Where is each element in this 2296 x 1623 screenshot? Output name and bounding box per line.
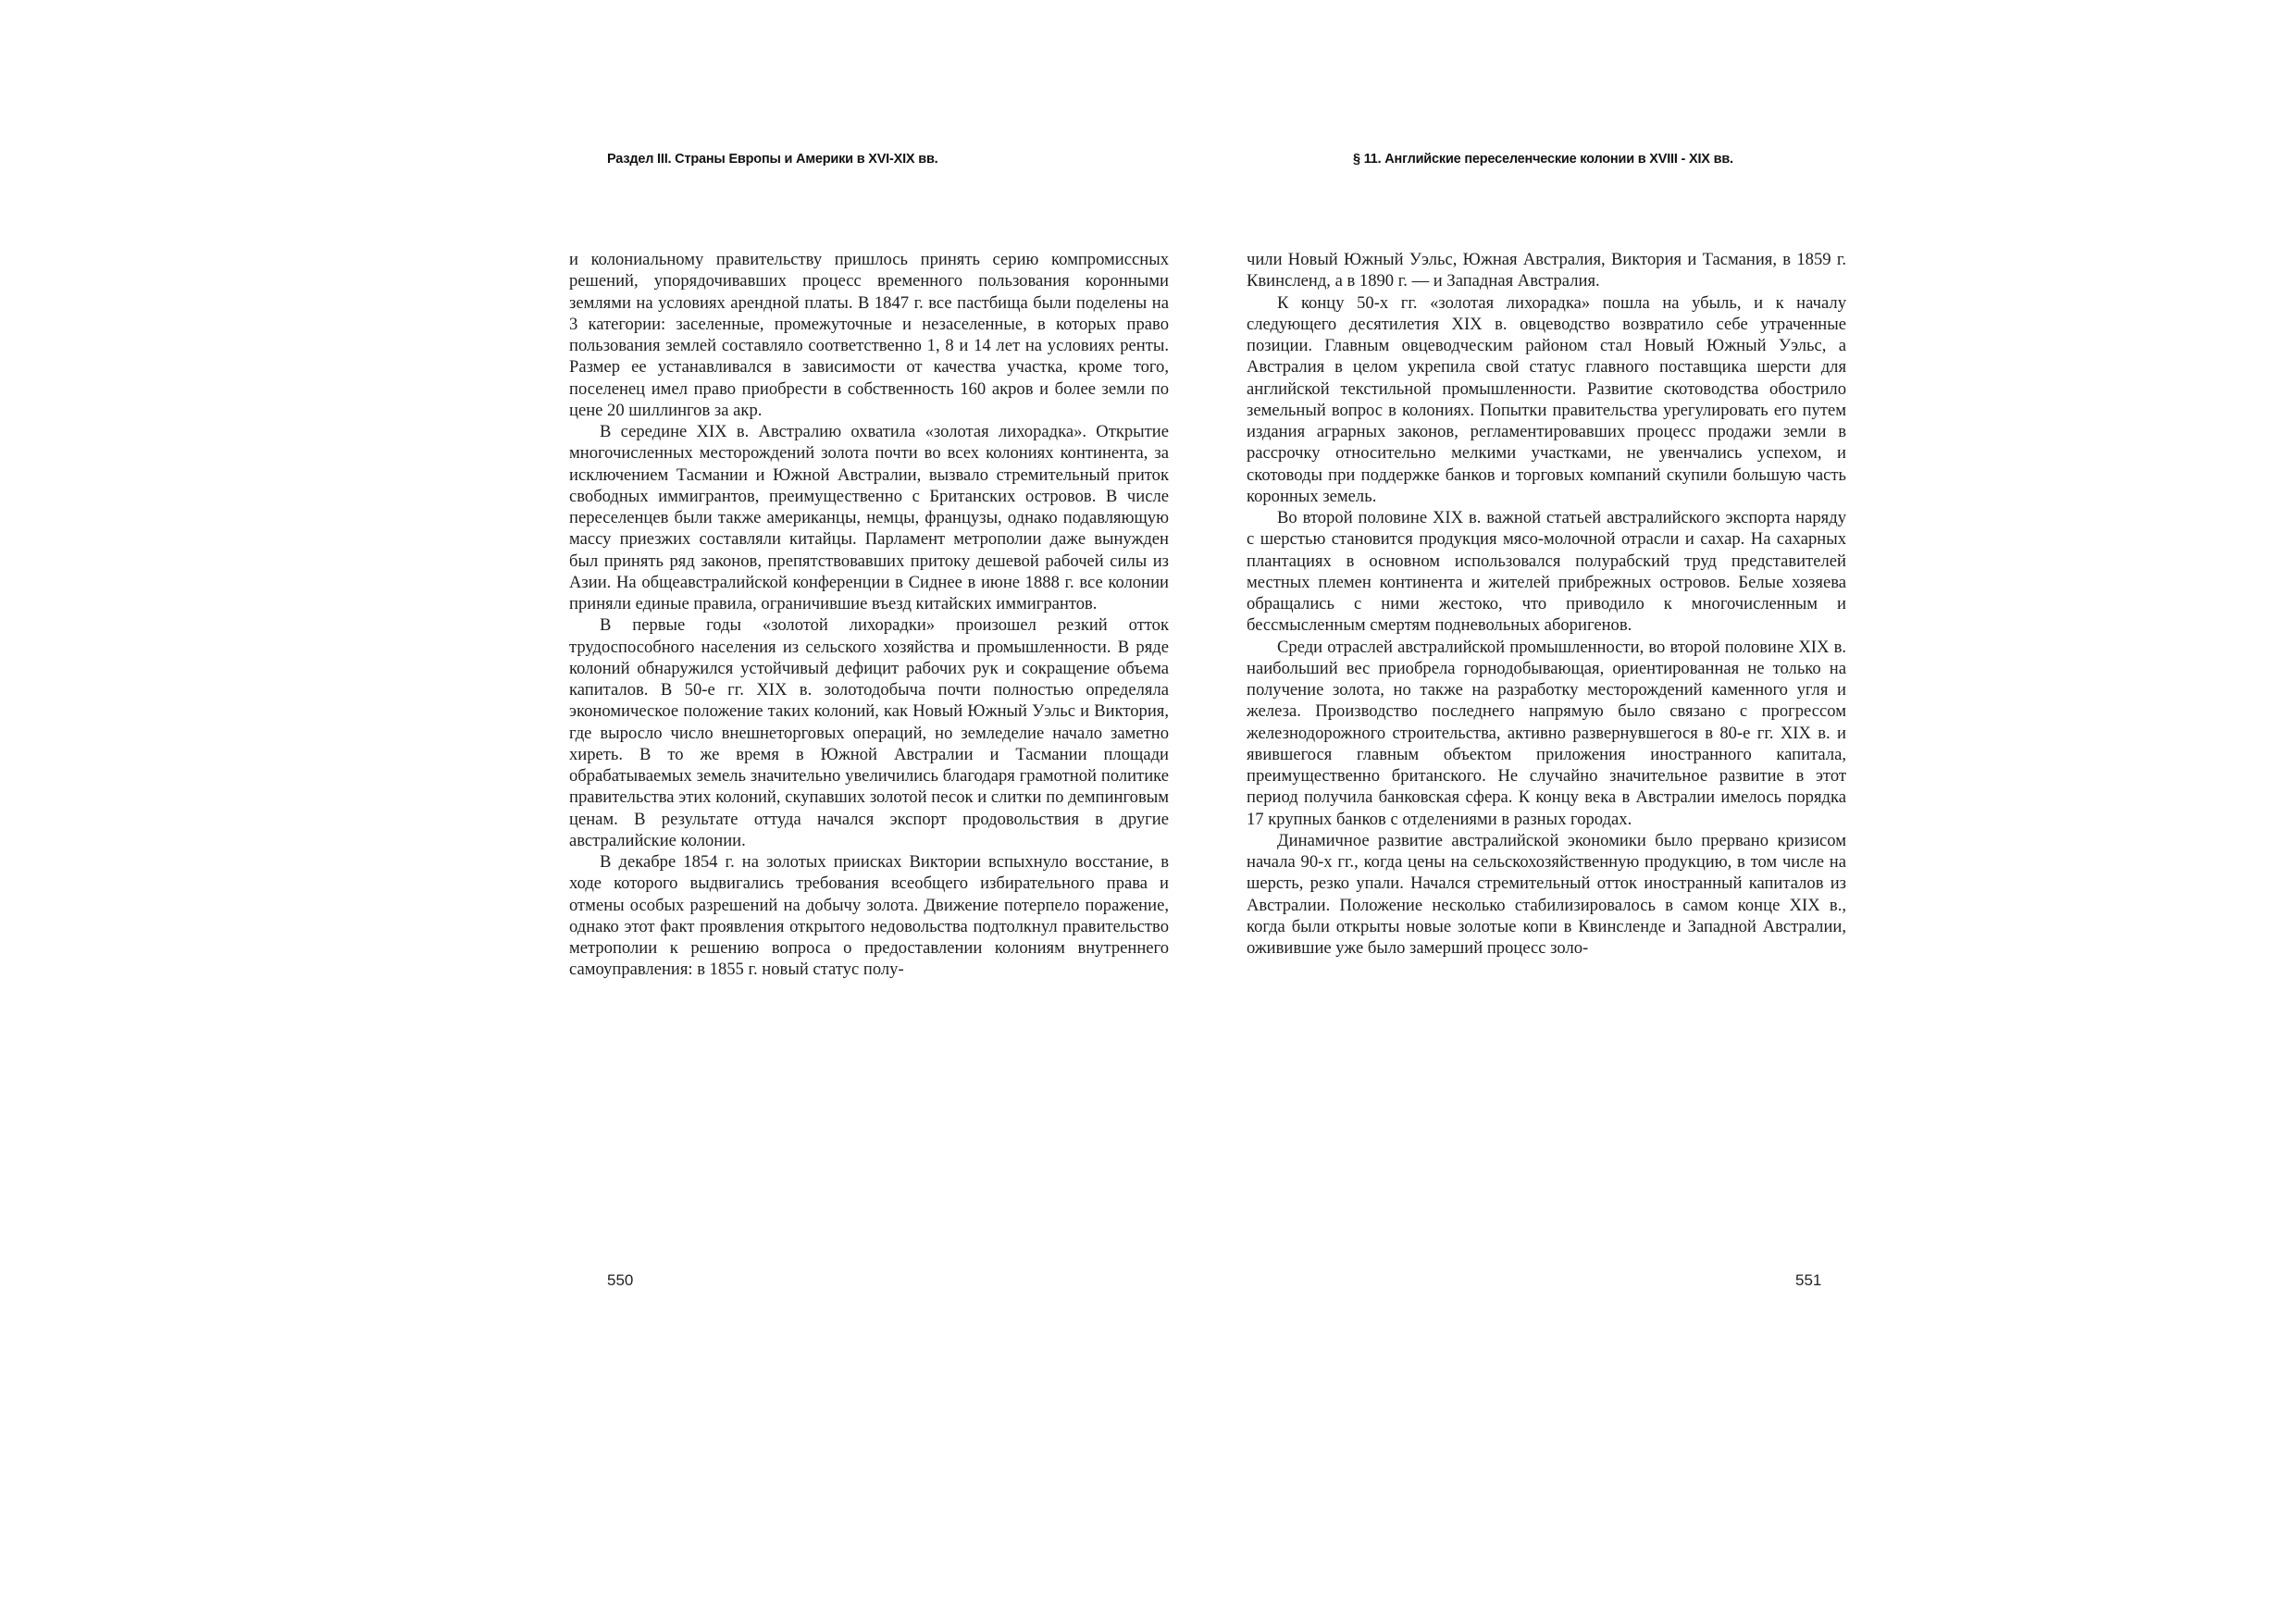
running-head-right: § 11. Английские переселенческие колонии в XVIII - XIX вв.	[1353, 152, 1733, 167]
paragraph: К концу 50-х гг. «золотая лихорадка» пошла на убыль, и к началу следующего десятилетия XIX в. овцеводство возвратило себе утраченные позиции. Главным овцеводческим районом стал Новый Южный Уэльс, а Австралия в целом укрепила свой статус главного поставщика шерсти для английской текстильной промышленности. Развитие скотоводства обострило земельный вопрос в колониях. Попытки правительства урегулировать его путем издания аграрных законов, регламентировавших процесс продажи земли в рассрочку относительно мелкими участками, не увенчались успехом, и скотоводы при поддержке банков и торговых компаний скупили большую часть коронных земель.	[1247, 292, 1846, 506]
paragraph: В декабре 1854 г. на золотых приисках Виктории вспыхнуло восстание, в ходе которого выдвигались требования всеобщего избирательного права и отмены особых разрешений на добычу золота. Движение потерпело поражение, однако этот факт проявления открытого недовольства подтолкнул правительство метрополии к решению вопроса о предоставлении колониям внутреннего самоуправления: в 1855 г. новый статус полу-	[569, 852, 1169, 980]
left-text-column	[569, 249, 1169, 981]
paragraph: Во второй половине XIX в. важной статьей австралийского экспорта наряду с шерстью становится продукция мясо-молочной отрасли и сахар. На сахарных плантациях в основном использовался полурабский труд представителей местных племен континента и жителей прибрежных островов. Белые хозяева обращались с ними жестоко, что приводило к многочисленным и бессмысленным смертям подневольных аборигенов.	[1247, 508, 1846, 636]
right-page	[1148, 0, 2296, 1623]
running-head-left: Раздел III. Страны Европы и Америки в XVI-XIX вв.	[607, 152, 938, 167]
page-number-right: 551	[1795, 1271, 1822, 1289]
paragraph: чили Новый Южный Уэльс, Южная Австралия, Виктория и Тасмания, в 1859 г. Квинсленд, а в 1890 г. — и Западная Австралия.	[1247, 250, 1846, 291]
right-text-column	[1247, 249, 1846, 959]
paragraph: Среди отраслей австралийской промышленности, во второй половине XIX в. наибольший вес приобрела горнодобывающая, ориентированная не только на получение золота, но также на разработку месторождений каменного угля и железа. Производство последнего напрямую было связано с прогрессом железнодорожного строительства, активно развернувшегося в 80-е гг. XIX в. и явившегося главным объектом приложения иностранного капитала, преимущественно британского. Не случайно значительное развитие в этот период получила банковская сфера. К концу века в Австралии имелось порядка 17 крупных банков с отделениями в разных городах.	[1247, 637, 1846, 829]
paragraph: В середине XIX в. Австралию охватила «золотая лихорадка». Открытие многочисленных месторождений золота почти во всех колониях континента, за исключением Тасмании и Южной Австралии, вызвало стремительный приток свободных иммигрантов, преимущественно с Британских островов. В числе переселенцев были также американцы, немцы, французы, однако подавляющую массу приезжих составляли китайцы. Парламент метрополии даже вынужден был принять ряд законов, препятствовавших притоку дешевой рабочей силы из Азии. На общеавстралийской конференции в Сиднее в июне 1888 г. все колонии приняли единые правила, ограничившие въезд китайских иммигрантов.	[569, 422, 1169, 613]
page-number-left: 550	[607, 1271, 634, 1289]
paragraph: Динамичное развитие австралийской экономики было прервано кризисом начала 90-х гг., когда цены на сельскохозяйственную продукцию, в том числе на шерсть, резко упали. Начался стремительный отток иностранный капиталов из Австралии. Положение несколько стабилизировалось в самом конце XIX в., когда были открыты новые золотые копи в Квинсленде и Западной Австралии, оживившие уже было замерший процесс золо-	[1247, 830, 1846, 958]
paragraph: и колониальному правительству пришлось принять серию компромиссных решений, упорядочивавших процесс временного пользования коронными землями на условиях арендной платы. В 1847 г. все пастбища были поделены на 3 категории: заселенные, промежуточные и незаселенные, в которых право пользования землей составляло соответственно 1, 8 и 14 лет на условиях ренты. Размер ее устанавливался в зависимости от качества участка, кроме того, поселенец имел право приобрести в собственность 160 акров и более земли по цене 20 шиллингов за акр.	[569, 250, 1169, 420]
paragraph: В первые годы «золотой лихорадки» произошел резкий отток трудоспособного населения из сельского хозяйства и промышленности. В ряде колоний обнаружился устойчивый дефицит рабочих рук и сокращение объема капиталов. В 50-е гг. XIX в. золотодобыча почти полностью определяла экономическое положение таких колоний, как Новый Южный Уэльс и Виктория, где выросло число внешнеторговых операций, но земледелие начало заметно хиреть. В то же время в Южной Австралии и Тасмании площади обрабатываемых земель значительно увеличились благодаря грамотной политике правительства этих колоний, скупавших золотой песок и слитки по демпинговым ценам. В результате оттуда начался экспорт продовольствия в другие австралийские колонии.	[569, 615, 1169, 850]
